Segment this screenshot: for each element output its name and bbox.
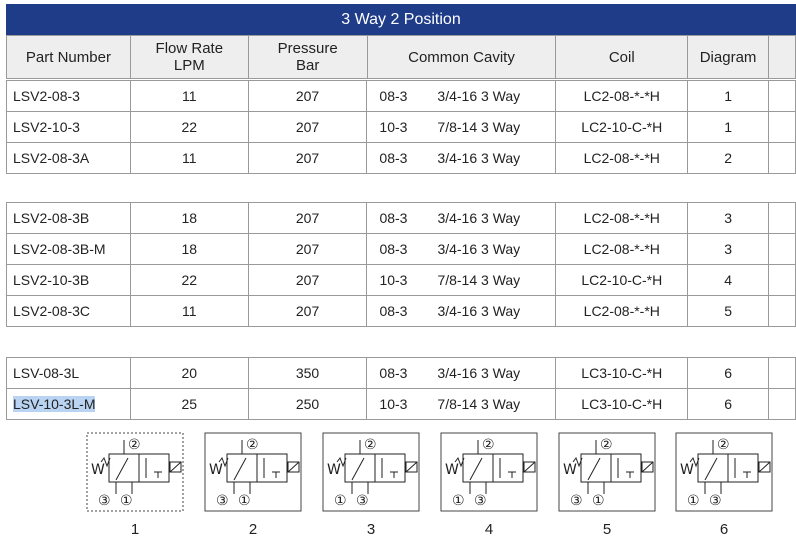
part-number[interactable]: LSV-10-3L-M: [13, 396, 96, 412]
pressure-cell: 207: [248, 143, 367, 174]
cavity-code: 08-3: [379, 210, 408, 226]
cavity-code: 10-3: [379, 272, 408, 288]
table-row: [7, 81, 796, 112]
cavity-code: 08-3: [379, 241, 408, 257]
header-common-cavity: Common Cavity: [367, 36, 556, 79]
table-row: [7, 203, 796, 234]
cavity-thread: 3/4-16 3 Way: [437, 150, 521, 166]
pressure-cell: 207: [248, 265, 367, 296]
valve-diagram-1: [86, 432, 184, 512]
header-part-number: Part Number: [7, 36, 131, 79]
valve-diagram-6: [675, 432, 773, 512]
valve-diagram-2: [204, 432, 302, 512]
cavity-cell: [367, 112, 556, 143]
pressure-cell: 207: [248, 296, 367, 327]
part-number-cell: [7, 358, 131, 389]
cavity-cell: [367, 203, 556, 234]
part-number-cell: [7, 143, 131, 174]
spring-label: W: [680, 462, 694, 478]
valve-diagram-3: [322, 432, 420, 512]
pressure-cell: 207: [248, 203, 367, 234]
pressure-cell: 207: [248, 81, 367, 112]
diagram-cell: 3: [688, 234, 769, 265]
part-number-cell: [7, 203, 131, 234]
cavity-code: 08-3: [379, 150, 408, 166]
extra-cell: [769, 358, 796, 389]
pressure-cell: 207: [248, 112, 367, 143]
extra-cell: [769, 203, 796, 234]
cavity-code: 10-3: [379, 119, 408, 135]
header-pressure: Pressure Bar: [248, 36, 367, 79]
diagram-number: 3: [366, 521, 376, 538]
cavity-thread: 3/4-16 3 Way: [437, 241, 521, 257]
table-row: [7, 143, 796, 174]
port-label-top: ②: [364, 437, 377, 453]
spec-table-group-2: [6, 202, 796, 327]
port-label-bottom-right: ③: [474, 493, 487, 509]
header-flow-rate: Flow Rate LPM: [130, 36, 248, 79]
port-label-bottom-right: ①: [592, 493, 605, 509]
valve-schematic-icon: [440, 432, 538, 512]
port-label-top: ②: [246, 437, 259, 453]
port-label-bottom-left: ③: [216, 493, 229, 509]
port-label-bottom-left: ③: [570, 493, 583, 509]
cavity-thread: 7/8-14 3 Way: [437, 272, 521, 288]
diagram-cell: 1: [688, 81, 769, 112]
valve-schematic-icon: [558, 432, 656, 512]
cavity-code: 08-3: [379, 365, 408, 381]
part-number[interactable]: LSV2-08-3B-M: [13, 241, 106, 257]
diagram-cell: 6: [688, 389, 769, 420]
coil-cell: LC2-08-*-*H: [556, 143, 688, 174]
coil-cell: LC2-08-*-*H: [556, 296, 688, 327]
part-number-cell: [7, 296, 131, 327]
part-number[interactable]: LSV2-08-3: [13, 88, 80, 104]
diagram-cell: 1: [688, 112, 769, 143]
part-number[interactable]: LSV2-10-3B: [13, 272, 90, 288]
coil-cell: LC2-08-*-*H: [556, 81, 688, 112]
coil-cell: LC2-10-C-*H: [556, 265, 688, 296]
cavity-cell: [367, 389, 556, 420]
valve-schematic-icon: [322, 432, 420, 512]
cavity-cell: [367, 143, 556, 174]
diagram-cell: 3: [688, 203, 769, 234]
spec-table-group-1: [6, 80, 796, 174]
diagram-cell: 2: [688, 143, 769, 174]
flow-rate-cell: 22: [130, 265, 248, 296]
flow-rate-cell: 18: [130, 234, 248, 265]
extra-cell: [769, 234, 796, 265]
port-label-bottom-right: ①: [120, 493, 133, 509]
extra-cell: [769, 81, 796, 112]
diagram-number: 1: [130, 521, 140, 538]
spring-label: W: [91, 462, 105, 478]
part-number-cell: [7, 234, 131, 265]
diagram-number: 2: [248, 521, 258, 538]
header-coil: Coil: [556, 36, 688, 79]
cavity-thread: 7/8-14 3 Way: [437, 396, 521, 412]
extra-cell: [769, 112, 796, 143]
cavity-code: 10-3: [379, 396, 408, 412]
spring-label: W: [209, 462, 223, 478]
cavity-cell: [367, 234, 556, 265]
table-row: [7, 296, 796, 327]
header-extra: [769, 36, 796, 79]
part-number[interactable]: LSV2-08-3A: [13, 150, 90, 166]
spec-table-header: [6, 35, 796, 79]
table-row: [7, 234, 796, 265]
part-number-cell: [7, 112, 131, 143]
port-label-top: ②: [600, 437, 613, 453]
valve-schematic-icon: [675, 432, 773, 512]
valve-diagram-5: [558, 432, 656, 512]
diagram-number: 4: [484, 521, 494, 538]
table-title: 3 Way 2 Position: [6, 4, 796, 35]
spring-label: W: [445, 462, 459, 478]
port-label-bottom-left: ①: [452, 493, 465, 509]
diagram-number: 6: [719, 521, 729, 538]
table-row: [7, 358, 796, 389]
flow-rate-cell: 11: [130, 81, 248, 112]
flow-rate-cell: 20: [130, 358, 248, 389]
diagram-cell: 6: [688, 358, 769, 389]
flow-rate-cell: 11: [130, 143, 248, 174]
part-number[interactable]: LSV2-08-3B: [13, 210, 90, 226]
part-number-cell: [7, 81, 131, 112]
part-number[interactable]: LSV2-08-3C: [13, 303, 91, 319]
table-row: [7, 389, 796, 420]
header-diagram: Diagram: [688, 36, 769, 79]
cavity-cell: [367, 81, 556, 112]
pressure-cell: 207: [248, 234, 367, 265]
extra-cell: [769, 265, 796, 296]
cavity-cell: [367, 358, 556, 389]
port-label-top: ②: [717, 437, 730, 453]
diagram-cell: 5: [688, 296, 769, 327]
port-label-bottom-right: ①: [238, 493, 251, 509]
cavity-cell: [367, 296, 556, 327]
cavity-code: 08-3: [379, 303, 408, 319]
cavity-thread: 3/4-16 3 Way: [437, 88, 521, 104]
cavity-code: 08-3: [379, 88, 408, 104]
spring-label: W: [327, 462, 341, 478]
port-label-bottom-right: ③: [356, 493, 369, 509]
cavity-cell: [367, 265, 556, 296]
valve-schematic-icon: [86, 432, 184, 512]
pressure-cell: 250: [248, 389, 367, 420]
port-label-bottom-right: ③: [709, 493, 722, 509]
extra-cell: [769, 143, 796, 174]
table-row: [7, 265, 796, 296]
flow-rate-cell: 18: [130, 203, 248, 234]
port-label-bottom-left: ①: [687, 493, 700, 509]
coil-cell: LC3-10-C-*H: [556, 389, 688, 420]
port-label-top: ②: [128, 437, 141, 453]
part-number-cell: [7, 265, 131, 296]
port-label-bottom-left: ①: [334, 493, 347, 509]
spring-label: W: [563, 462, 577, 478]
cavity-thread: 3/4-16 3 Way: [437, 365, 521, 381]
cavity-thread: 7/8-14 3 Way: [437, 119, 521, 135]
part-number[interactable]: LSV-08-3L: [13, 365, 80, 381]
flow-rate-cell: 25: [130, 389, 248, 420]
table-row: [7, 112, 796, 143]
port-label-top: ②: [482, 437, 495, 453]
flow-rate-cell: 22: [130, 112, 248, 143]
port-label-bottom-left: ③: [98, 493, 111, 509]
valve-schematic-icon: [204, 432, 302, 512]
coil-cell: LC2-10-C-*H: [556, 112, 688, 143]
cavity-thread: 3/4-16 3 Way: [437, 303, 521, 319]
part-number[interactable]: LSV2-10-3: [13, 119, 80, 135]
coil-cell: LC2-08-*-*H: [556, 234, 688, 265]
diagram-cell: 4: [688, 265, 769, 296]
cavity-thread: 3/4-16 3 Way: [437, 210, 521, 226]
spec-table-group-3: [6, 357, 796, 420]
pressure-cell: 350: [248, 358, 367, 389]
coil-cell: LC3-10-C-*H: [556, 358, 688, 389]
extra-cell: [769, 296, 796, 327]
part-number-cell: [7, 389, 131, 420]
flow-rate-cell: 11: [130, 296, 248, 327]
extra-cell: [769, 389, 796, 420]
valve-diagram-4: [440, 432, 538, 512]
coil-cell: LC2-08-*-*H: [556, 203, 688, 234]
diagram-number: 5: [602, 521, 612, 538]
